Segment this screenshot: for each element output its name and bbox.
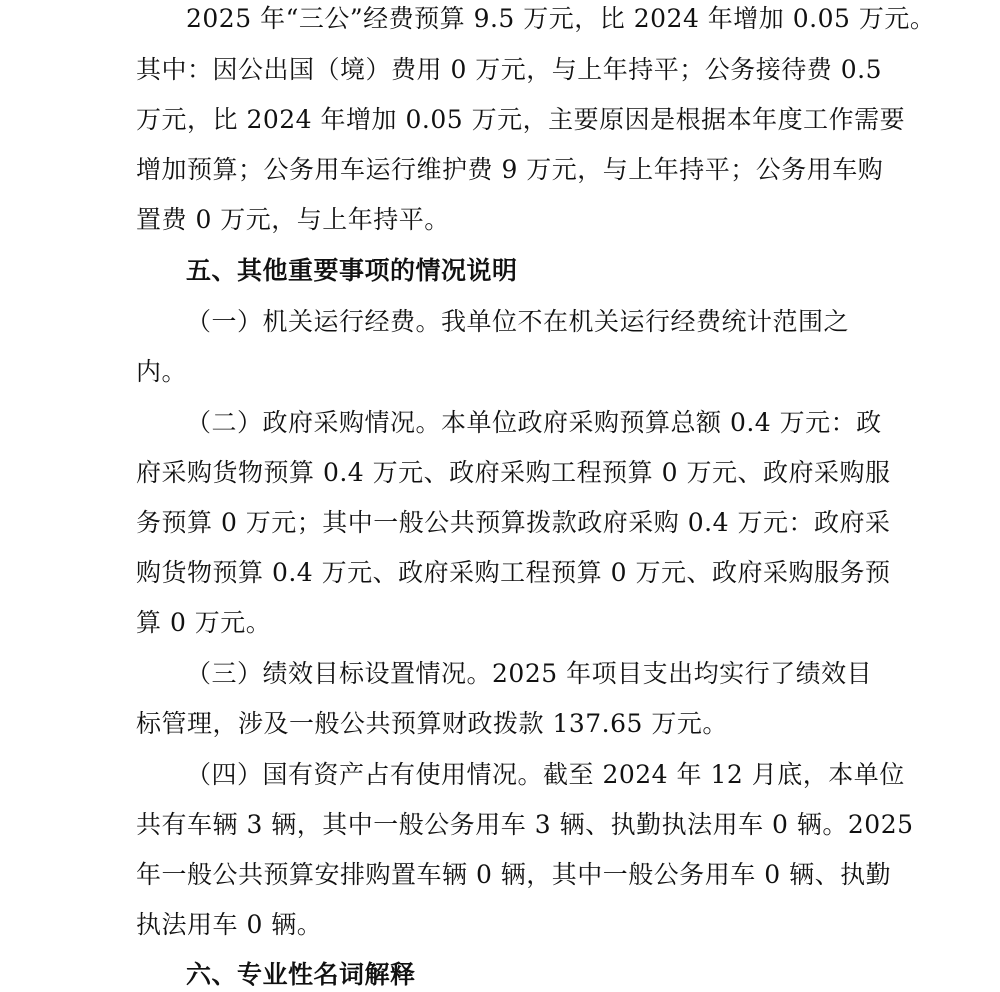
paragraph-line: （二）政府采购情况。本单位政府采购预算总额 0.4 万元：政 xyxy=(186,408,882,437)
section-heading: 六、专业性名词解释 xyxy=(186,960,416,989)
paragraph-line: 2025 年“三公”经费预算 9.5 万元，比 2024 年增加 0.05 万元。 xyxy=(186,4,936,33)
section-heading: 五、其他重要事项的情况说明 xyxy=(186,256,518,285)
paragraph-line: 标管理，涉及一般公共预算财政拨款 137.65 万元。 xyxy=(136,709,728,738)
paragraph-line: 务预算 0 万元；其中一般公共预算拨款政府采购 0.4 万元：政府采 xyxy=(136,508,891,537)
paragraph-line: 府采购货物预算 0.4 万元、政府采购工程预算 0 万元、政府采购服 xyxy=(136,458,891,487)
paragraph-line: 万元，比 2024 年增加 0.05 万元，主要原因是根据本年度工作需要 xyxy=(136,105,906,134)
paragraph-line: （四）国有资产占有使用情况。截至 2024 年 12 月底，本单位 xyxy=(186,760,905,789)
paragraph-line: 增加预算；公务用车运行维护费 9 万元，与上年持平；公务用车购 xyxy=(136,155,884,184)
paragraph-line: 购货物预算 0.4 万元、政府采购工程预算 0 万元、政府采购服务预 xyxy=(136,558,891,587)
paragraph-line: 其中：因公出国（境）费用 0 万元，与上年持平；公务接待费 0.5 xyxy=(136,55,883,84)
paragraph-line: （一）机关运行经费。我单位不在机关运行经费统计范围之 xyxy=(186,307,850,336)
paragraph-line: 年一般公共预算安排购置车辆 0 辆，其中一般公务用车 0 辆、执勤 xyxy=(136,860,892,889)
paragraph-line: 置费 0 万元，与上年持平。 xyxy=(136,205,450,234)
paragraph-line: 执法用车 0 辆。 xyxy=(136,910,323,939)
paragraph-line: 内。 xyxy=(136,357,188,386)
paragraph-line: （三）绩效目标设置情况。2025 年项目支出均实行了绩效目 xyxy=(186,659,873,688)
paragraph-line: 共有车辆 3 辆，其中一般公务用车 3 辆、执勤执法用车 0 辆。2025 xyxy=(136,810,914,839)
paragraph-line: 算 0 万元。 xyxy=(136,608,272,637)
